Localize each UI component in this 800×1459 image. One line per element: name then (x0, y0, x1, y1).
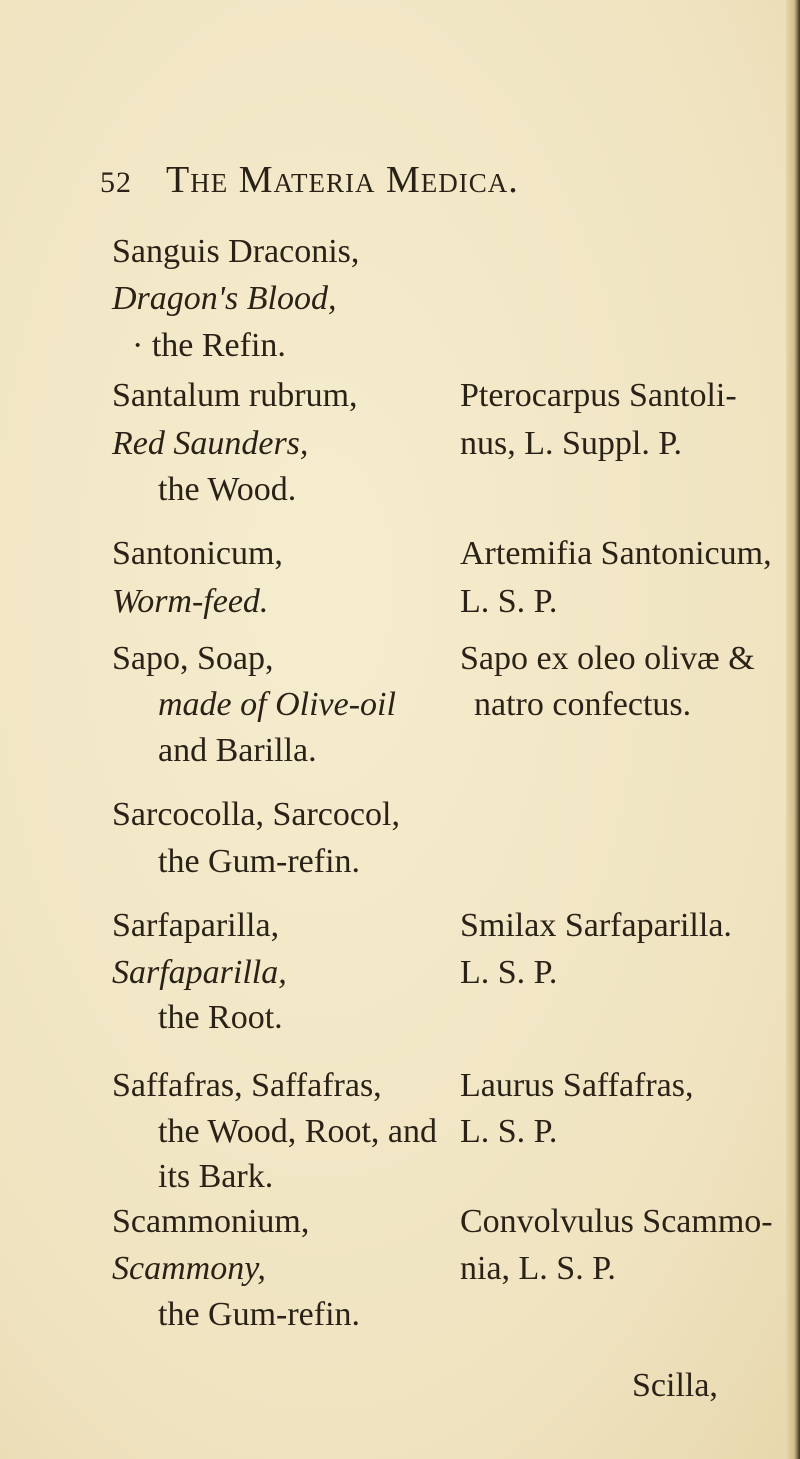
entry-english: made of Olive-oil (158, 686, 396, 723)
entry-part: the Wood, Root, and (158, 1113, 438, 1150)
entry-linnaean: Smilax Sarfaparilla. (460, 907, 732, 944)
entry-part: the Gum-refin. (158, 843, 361, 880)
entry-english: Dragon's Blood, (112, 280, 337, 317)
entry-linnaean: Laurus Saffafras, (460, 1067, 694, 1104)
catchword: Scilla, (632, 1367, 718, 1404)
entry-linnaean-ref: L. S. P. (460, 583, 558, 620)
entry-linnaean: Sapo ex oleo olivæ & (460, 640, 755, 677)
entry-linnaean: Convolvulus Scammo- (460, 1203, 773, 1240)
entry-english: Scammony, (112, 1250, 266, 1287)
entry-linnaean-ref: nia, L. S. P. (460, 1250, 616, 1287)
entry-english: Sarfaparilla, (112, 954, 287, 991)
entry-part: · the Refin. (132, 327, 286, 364)
page-edge-shadow (786, 0, 800, 1459)
entry-linnaean-ref: nus, L. Suppl. P. (460, 425, 682, 462)
running-header (100, 158, 660, 202)
entry-part: the Root. (158, 999, 283, 1036)
entry-linnaean: Artemifia Santonicum, (460, 535, 772, 572)
entry-linnaean: Pterocarpus Santoli- (460, 377, 737, 414)
entry-name: Sanguis Draconis, (112, 233, 360, 270)
entry-english: Red Saunders, (112, 425, 309, 462)
page-number: 52 (100, 166, 132, 199)
entry-name: Sarcocolla, Sarcocol, (112, 796, 400, 833)
entry-part: and Barilla. (158, 732, 317, 769)
entry-part: the Wood. (158, 471, 297, 508)
entry-name: Sarfaparilla, (112, 907, 280, 944)
entry-part: the Gum-refin. (158, 1296, 361, 1333)
entry-linnaean-ref: L. S. P. (460, 954, 558, 991)
page-title: The Materia Medica. (166, 159, 519, 201)
entry-linnaean-ref: natro confectus. (474, 686, 692, 723)
entry-part: its Bark. (158, 1158, 274, 1195)
entry-name: Saffafras, Saffafras, (112, 1067, 382, 1104)
entry-name: Santalum rubrum, (112, 377, 358, 414)
entry-name: Sapo, Soap, (112, 640, 274, 677)
entry-english: Worm-feed. (112, 583, 269, 620)
entry-linnaean-ref: L. S. P. (460, 1113, 558, 1150)
entry-name: Scammonium, (112, 1203, 310, 1240)
entry-name: Santonicum, (112, 535, 283, 572)
